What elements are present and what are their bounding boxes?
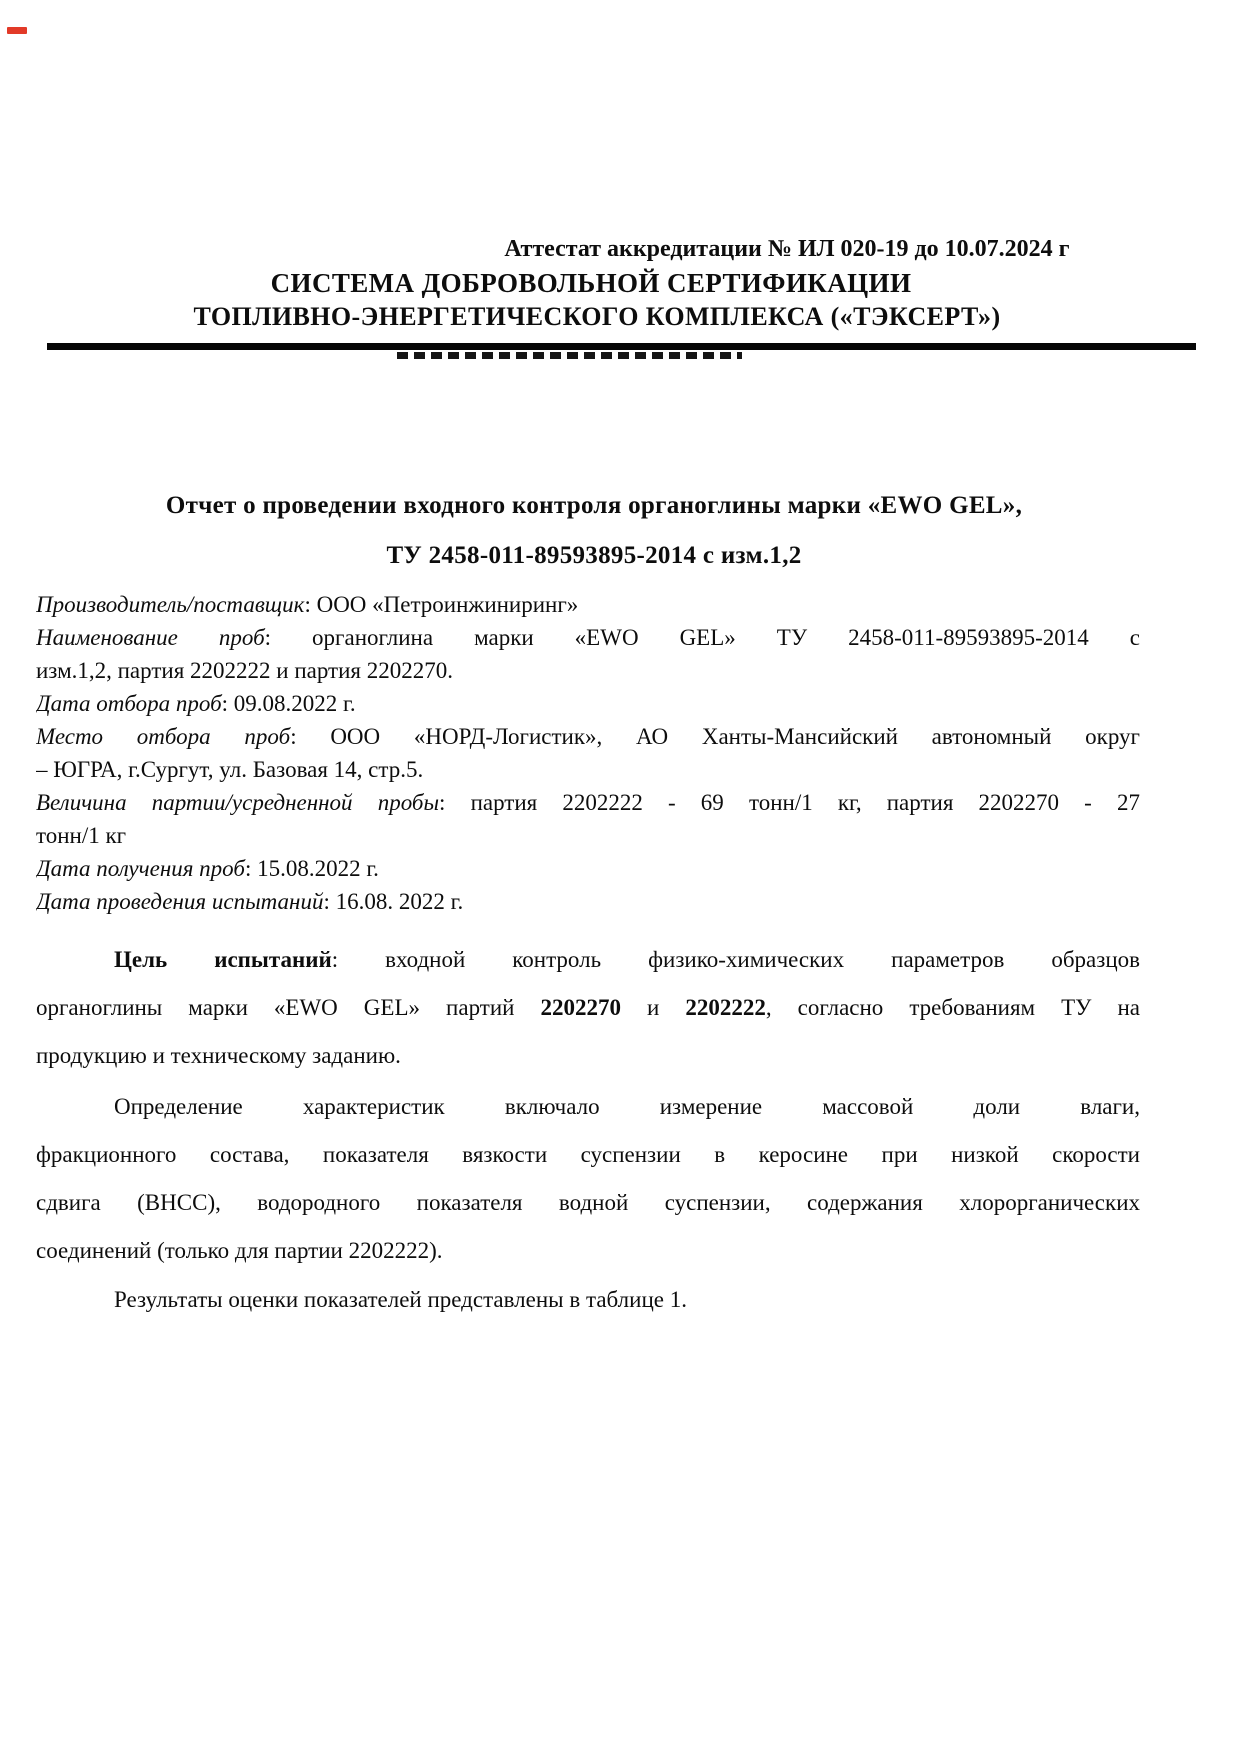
determination-paragraph (36, 1083, 1140, 1275)
results-paragraph (36, 1276, 1140, 1324)
goal-line-2-post: , согласно требованиям ТУ на (765, 995, 1140, 1020)
clipped-text-artifact (397, 352, 742, 359)
sampling-place-value-cont: – ЮГРА, г.Сургут, ул. Базовая 14, стр.5. (36, 757, 424, 782)
receipt-date-value: : 15.08.2022 г. (244, 856, 379, 881)
sampling-place-line-1 (36, 720, 1140, 753)
goal-line-3-text: продукцию и техническому заданию. (36, 1043, 401, 1068)
sample-name-value-cont: изм.1,2, партия 2202222 и партия 2202270. (36, 658, 453, 683)
goal-line-1-rest: : входной контроль физико-химических параметров образцов (331, 947, 1140, 972)
goal-line-3 (36, 1032, 1140, 1080)
batch-number-a: 2202270 (540, 995, 621, 1020)
determination-line-3-text: сдвига (ВНСС), водородного показателя водной суспензии, содержания хлорорганических (36, 1190, 1140, 1215)
sampling-date-value: : 09.08.2022 г. (221, 691, 356, 716)
determination-line-4 (36, 1227, 1140, 1275)
sampling-place-label: Место отбора проб (36, 724, 291, 749)
report-title-line-1: Отчет о проведении входного контроля органоглины марки «EWO GEL», (165, 492, 1023, 519)
determination-line-1-text: Определение характеристик включало измерение массовой доли влаги, (114, 1094, 1140, 1119)
goal-line-1 (36, 936, 1140, 984)
determination-line-3 (36, 1179, 1140, 1227)
sampling-place-value: : ООО «НОРД-Логистик», АО Ханты-Мансийский автономный округ (290, 724, 1140, 749)
goal-line-2 (36, 984, 1140, 1032)
determination-line-4-text: соединений (только для партии 2202222). (36, 1238, 443, 1263)
divider-bar (47, 343, 1196, 350)
certification-system-line-1: СИСТЕМА ДОБРОВОЛЬНОЙ СЕРТИФИКАЦИИ (270, 268, 912, 298)
manufacturer-value: : ООО «Петроинжиниринг» (304, 592, 579, 617)
test-date-value: : 16.08. 2022 г. (323, 889, 464, 914)
sampling-place-line-2 (36, 753, 1140, 786)
manufacturer-line (36, 588, 1140, 621)
sample-name-line-1 (36, 621, 1140, 654)
determination-line-1 (36, 1083, 1140, 1131)
results-line (36, 1276, 1140, 1324)
test-date-line (36, 885, 1140, 918)
sampling-date-line (36, 687, 1140, 720)
batch-size-line-1 (36, 786, 1140, 819)
goal-line-2-mid: и (620, 995, 686, 1020)
sample-name-value: : органоглина марки «EWO GEL» ТУ 2458-011-89593895-2014 с (264, 625, 1140, 650)
sample-name-label: Наименование проб (36, 625, 265, 650)
test-date-label: Дата проведения испытаний (36, 889, 324, 914)
red-scan-mark (7, 27, 27, 34)
determination-line-2-text: фракционного состава, показателя вязкости суспензии в керосине при низкой скорости (36, 1142, 1140, 1167)
info-block (36, 588, 1140, 918)
accreditation-line: Аттестат аккредитации № ИЛ 020-19 до 10.07.2024 г (504, 236, 1070, 262)
batch-size-value-cont: тонн/1 кг (36, 823, 127, 848)
manufacturer-label: Производитель/поставщик (36, 592, 305, 617)
goal-paragraph (36, 936, 1140, 1080)
batch-size-value: : партия 2202222 - 69 тонн/1 кг, партия 2202270 - 27 (439, 790, 1140, 815)
sampling-date-label: Дата отбора проб (36, 691, 222, 716)
receipt-date-label: Дата получения проб (36, 856, 245, 881)
batch-size-line-2 (36, 819, 1140, 852)
report-title-line-2: ТУ 2458-011-89593895-2014 с изм.1,2 (386, 542, 802, 569)
results-line-text: Результаты оценки показателей представлены в таблице 1. (114, 1287, 687, 1312)
goal-label: Цель испытаний (114, 947, 332, 972)
certification-system-line-2: ТОПЛИВНО-ЭНЕРГЕТИЧЕСКОГО КОМПЛЕКСА («ТЭКСЕРТ») (193, 302, 1001, 331)
batch-number-b: 2202222 (685, 995, 766, 1020)
determination-line-2 (36, 1131, 1140, 1179)
receipt-date-line (36, 852, 1140, 885)
batch-size-label: Величина партии/усредненной пробы (36, 790, 440, 815)
goal-line-2-pre: органоглины марки «EWO GEL» партий (36, 995, 541, 1020)
sample-name-line-2 (36, 654, 1140, 687)
